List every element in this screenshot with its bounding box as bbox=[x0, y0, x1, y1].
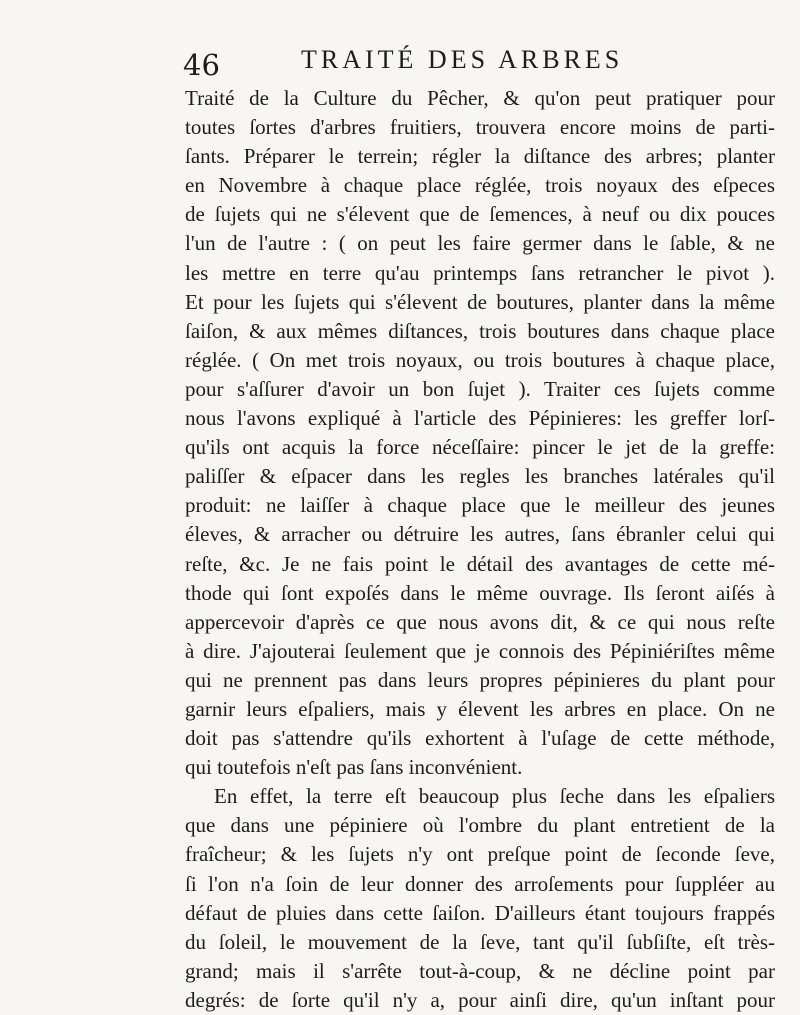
text-line: pour s'aſſurer d'avoir un bon ſujet ). Traiter ces ſujets comme bbox=[185, 376, 775, 401]
text-line: nous l'avons expliqué à l'article des Pépinieres: les greffer lorſ- bbox=[185, 406, 775, 431]
text-line: l'un de l'autre : ( on peut les faire germer dans le ſable, & ne bbox=[185, 231, 775, 256]
text-line: doit pas s'attendre qu'ils exhortent à l'uſage de cette méthode, bbox=[185, 726, 775, 751]
text-line: reſte, &c. Je ne fais point le détail des avantages de cette mé- bbox=[185, 551, 775, 576]
text-line: que dans une pépiniere où l'ombre du plant entretient de la bbox=[185, 813, 775, 838]
text-line: thode qui ſont expoſés dans le même ouvrage. Ils ſeront aiſés à bbox=[185, 580, 775, 605]
text-line: appercevoir d'après ce que nous avons dit, & ce qui nous reſte bbox=[185, 609, 775, 634]
text-line: garnir leurs eſpaliers, mais y élevent les arbres en place. On ne bbox=[185, 696, 775, 721]
body-text bbox=[185, 84, 775, 1015]
text-line: ſaiſon, & aux mêmes diſtances, trois boutures dans chaque place bbox=[185, 318, 775, 343]
paragraph-1 bbox=[185, 84, 775, 782]
text-line: ſants. Préparer le terrein; régler la diſtance des arbres; planter bbox=[185, 144, 775, 169]
text-line: qu'ils ont acquis la force néceſſaire: pincer le jet de la greffe: bbox=[185, 435, 775, 460]
text-line: de ſujets qui ne s'élevent que de ſemences, à neuf ou dix pouces bbox=[185, 202, 775, 227]
page-header bbox=[183, 42, 783, 80]
text-line: En effet, la terre eſt beaucoup plus ſeche dans les eſpaliers bbox=[214, 784, 775, 809]
text-line: degrés: de ſorte qu'il n'y a, pour ainſi dire, qu'un inſtant pour bbox=[185, 987, 775, 1012]
text-line: éleves, & arracher ou détruire les autres, ſans ébranler celui qui bbox=[185, 522, 775, 547]
paragraph-2 bbox=[185, 782, 775, 1015]
text-line: fraîcheur; & les ſujets n'y ont preſque point de ſeconde ſeve, bbox=[185, 842, 775, 867]
text-line: grand; mais il s'arrête tout-à-coup, & ne décline point par bbox=[185, 958, 775, 983]
text-line: Et pour les ſujets qui s'élevent de boutures, planter dans la même bbox=[185, 289, 775, 314]
text-line: en Novembre à chaque place réglée, trois noyaux des eſpeces bbox=[185, 173, 775, 198]
text-line: ſi l'on n'a ſoin de leur donner des arroſements pour ſuppléer au bbox=[185, 871, 775, 896]
text-line: du ſoleil, le mouvement de la ſeve, tant qu'il ſubſiſte, eſt très- bbox=[185, 929, 775, 954]
text-line: qui ne prennent pas dans leurs propres pépinieres du plant pour bbox=[185, 667, 775, 692]
running-title: TRAITÉ DES ARBRES bbox=[301, 45, 624, 74]
text-line: qui toutefois n'eſt pas ſans inconvénient. bbox=[185, 755, 523, 780]
text-line: les mettre en terre qu'au printemps ſans retrancher le pivot ). bbox=[185, 260, 775, 285]
text-line: toutes ſortes d'arbres fruitiers, trouvera encore moins de parti- bbox=[185, 115, 775, 140]
text-line: Traité de la Culture du Pêcher, & qu'on peut pratiquer pour bbox=[185, 86, 775, 110]
text-line: réglée. ( On met trois noyaux, ou trois boutures à chaque place, bbox=[185, 347, 775, 372]
text-line: paliſſer & eſpacer dans les regles les branches latérales qu'il bbox=[185, 464, 775, 489]
text-line: à dire. J'ajouterai ſeulement que je connois des Pépiniériſtes même bbox=[185, 638, 775, 663]
page-number: 46 bbox=[183, 48, 220, 82]
text-line: défaut de pluies dans cette ſaiſon. D'ailleurs étant toujours frappés bbox=[185, 900, 775, 925]
text-line: produit: ne laiſſer à chaque place que le meilleur des jeunes bbox=[185, 493, 775, 518]
